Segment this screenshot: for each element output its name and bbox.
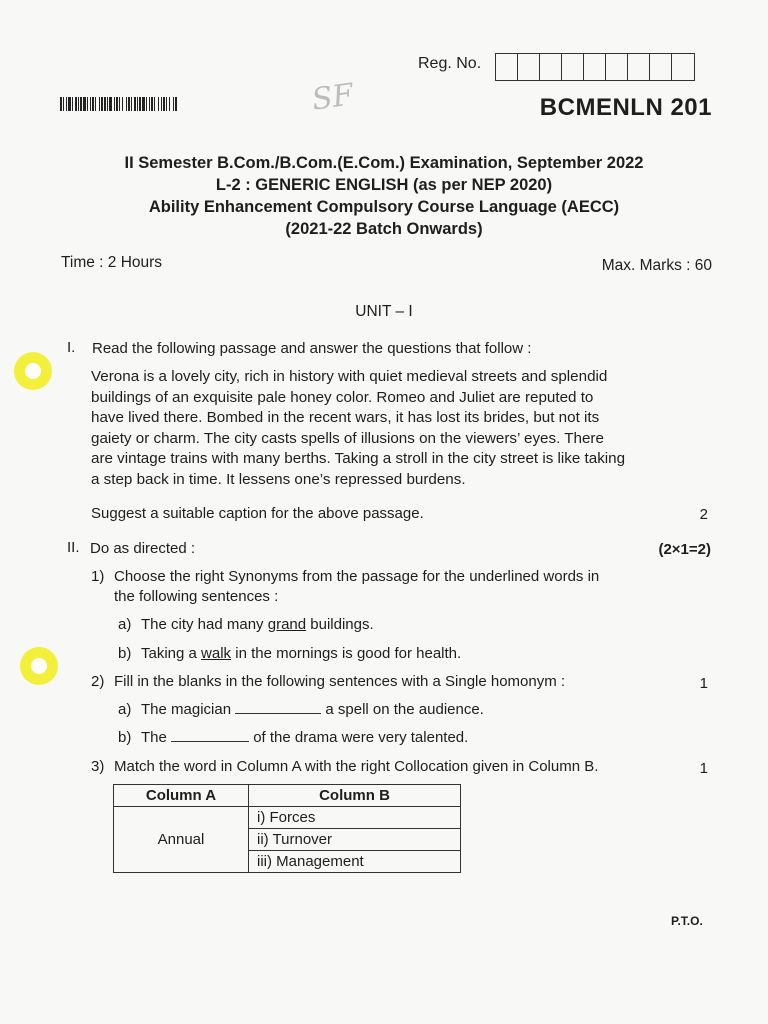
punch-hole — [14, 352, 52, 390]
sub-question-text: Match the word in Column A with the right Collocation given in Column B. — [114, 758, 599, 775]
passage-line: Verona is a lovely city, rich in history with quiet medieval streets and splendid — [91, 368, 608, 385]
question-marks: 1 — [699, 675, 708, 692]
column-b-item: iii) Management — [249, 851, 461, 873]
passage-line: a step back in time. It lessens one’s repressed burdens. — [91, 470, 466, 488]
max-marks: Max. Marks : 60 — [601, 257, 712, 274]
passage-line: gaiety or charm. The city casts spells of illusions on the viewers’ eyes. There — [91, 429, 604, 447]
reg-no-label: Reg. No. — [418, 55, 482, 72]
item-sentence — [141, 700, 484, 720]
sentence-text: a spell on the audience. — [325, 701, 484, 718]
punch-hole — [20, 647, 58, 685]
answer-blank — [171, 729, 249, 742]
sentence-text: The city had many — [141, 616, 268, 633]
underlined-word: walk — [201, 645, 232, 662]
question-number: I. — [67, 339, 76, 356]
column-a-header: Column A — [114, 785, 249, 807]
sub-question-number: 1) — [91, 568, 105, 585]
sub-question-number: 2) — [91, 673, 105, 690]
reg-no-boxes — [495, 53, 695, 81]
reg-no-digit-box — [628, 54, 650, 80]
sub-question-text: Choose the right Synonyms from the passage for the underlined words in — [114, 568, 600, 585]
item-label: a) — [118, 616, 132, 633]
item-sentence — [141, 615, 374, 635]
sub-question-number: 3) — [91, 758, 105, 775]
course-subtitle: Ability Enhancement Compulsory Course Language (AECC) — [148, 198, 620, 216]
sub-question-text: Fill in the blanks in the following sentences with a Single homonym : — [114, 673, 566, 690]
underlined-word: grand — [267, 616, 307, 633]
please-turn-over: P.T.O. — [671, 914, 703, 928]
reg-no-digit-box — [562, 54, 584, 80]
paper-code: BCMENLN 201 — [539, 94, 712, 121]
batch-info: (2021-22 Batch Onwards) — [285, 220, 483, 238]
question-number: II. — [67, 539, 80, 556]
barcode — [60, 97, 243, 111]
reg-no-digit-box — [496, 54, 518, 80]
passage-line: have lived there. Bombed in the recent wars, it has lost its brides, but not its — [91, 409, 600, 426]
sub-question-text: the following sentences : — [114, 588, 279, 605]
sentence-text: buildings. — [306, 616, 374, 633]
item-sentence — [141, 644, 461, 664]
passage-line: buildings of an exquisite pale honey color. Romeo and Juliet are reputed to — [91, 388, 594, 406]
reg-no-digit-box — [518, 54, 540, 80]
reg-no-digit-box — [650, 54, 672, 80]
question-marks: 2 — [699, 506, 708, 523]
question-marks: (2×1=2) — [658, 541, 711, 558]
handwritten-annotation: SF — [309, 77, 356, 118]
reg-no-digit-box — [672, 54, 694, 80]
exam-title: II Semester B.Com./B.Com.(E.Com.) Examination, September 2022 — [124, 154, 644, 172]
unit-heading: UNIT – I — [355, 303, 413, 320]
column-b-item: i) Forces — [249, 807, 461, 829]
reg-no-digit-box — [606, 54, 628, 80]
sentence-text: Taking a — [141, 645, 202, 662]
reg-no-digit-box — [584, 54, 606, 80]
sentence-text: of the drama were very talented. — [253, 729, 469, 746]
question-marks: 1 — [699, 760, 708, 777]
sentence-text: in the mornings is good for health. — [231, 645, 462, 662]
column-b-item: ii) Turnover — [249, 829, 461, 851]
question-instruction: Read the following passage and answer the questions that follow : — [92, 340, 532, 357]
question-task: Suggest a suitable caption for the above passage. — [91, 505, 424, 522]
course-title: L-2 : GENERIC ENGLISH (as per NEP 2020) — [215, 176, 553, 194]
item-label: b) — [118, 645, 132, 662]
passage-line: are vintage trains with many berths. Taking a stroll in the city street is like taking — [91, 450, 626, 467]
question-instruction: Do as directed : — [90, 540, 196, 557]
item-label: a) — [118, 701, 132, 718]
column-a-word: Annual — [114, 807, 249, 873]
reading-passage — [91, 367, 681, 490]
answer-blank — [235, 701, 321, 714]
sentence-text: The — [141, 729, 167, 746]
time-allowed: Time : 2 Hours — [61, 254, 163, 271]
item-label: b) — [118, 729, 132, 746]
column-b-header: Column B — [249, 785, 461, 807]
sentence-text: The magician — [141, 701, 232, 718]
collocation-table — [113, 784, 461, 873]
reg-no-digit-box — [540, 54, 562, 80]
item-sentence — [141, 728, 468, 748]
